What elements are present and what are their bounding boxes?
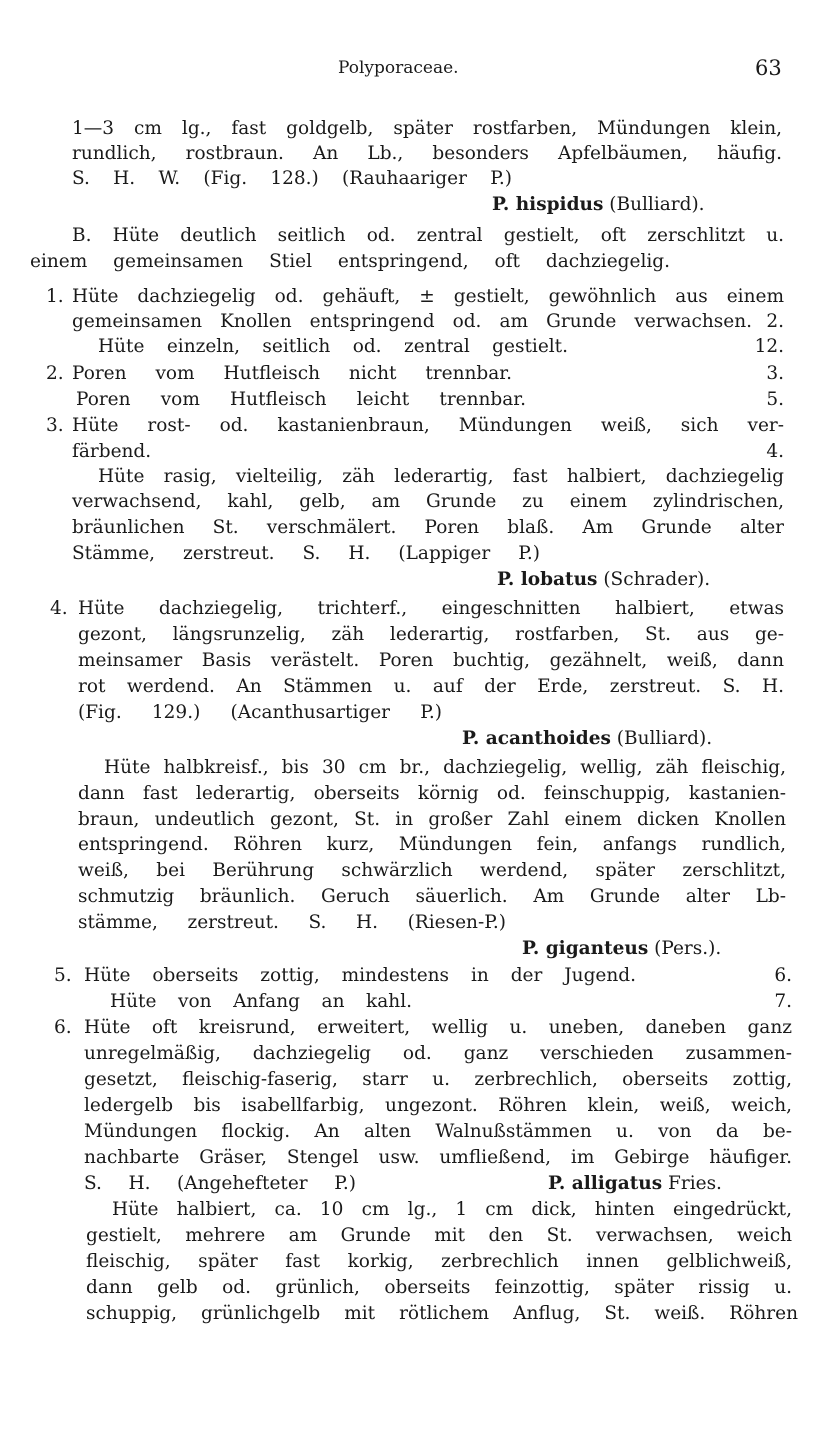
species-binomial: P. lobatus bbox=[497, 569, 598, 590]
text-line: S. H. (Angehefteter P.) bbox=[84, 1173, 356, 1194]
text-line: Hüte halbkreisf., bis 30 cm br., dachziegelig, wellig, zäh fleischig, bbox=[104, 757, 786, 778]
species-binomial: P. alligatus bbox=[548, 1173, 663, 1194]
text-line: einem gemeinsamen Stiel entspringend, oft dachziegelig. bbox=[30, 251, 670, 272]
page-number: 63 bbox=[755, 56, 782, 80]
species-author: (Bulliard). bbox=[610, 728, 713, 749]
species-author: (Schrader). bbox=[597, 569, 711, 590]
text-line: stämme, zerstreut. S. H. (Riesen-P.) bbox=[78, 912, 506, 933]
text-line: rot werdend. An Stämmen u. auf der Erde, zerstreut. S. H. bbox=[78, 676, 784, 697]
text-line: 1—3 cm lg., fast goldgelb, später rostfarben, Mündungen klein, bbox=[72, 118, 782, 139]
text-line: färbend. bbox=[72, 441, 152, 462]
text-line: gestielt, mehrere am Grunde mit den St. verwachsen, weich bbox=[86, 1225, 792, 1246]
text-line: Mündungen flockig. An alten Walnußstämmen u. von da be- bbox=[84, 1121, 792, 1142]
key-number: 3. bbox=[46, 415, 64, 436]
species-binomial: P. hispidus bbox=[492, 194, 604, 215]
text-line: meinsamer Basis verästelt. Poren buchtig, gezähnelt, weiß, dann bbox=[78, 650, 784, 671]
key-number: 6. bbox=[54, 1017, 72, 1038]
key-lead-number: 12. bbox=[754, 336, 784, 357]
text-line: Stämme, zerstreut. S. H. (Lappiger P.) bbox=[72, 543, 540, 564]
species-author: (Pers.). bbox=[648, 938, 722, 959]
text-line: verwachsend, kahl, gelb, am Grunde zu einem zylindrischen, bbox=[72, 491, 784, 512]
text-line: Hüte oft kreisrund, erweitert, wellig u. uneben, daneben ganz bbox=[84, 1017, 792, 1038]
text-line: weiß, bei Berührung schwärzlich werdend, später zerschlitzt, bbox=[78, 860, 786, 881]
text-line: Hüte von Anfang an kahl. bbox=[110, 991, 412, 1012]
species-name bbox=[548, 1171, 722, 1197]
species-binomial: P. acanthoides bbox=[462, 728, 611, 749]
text-line: Hüte dachziegelig, trichterf., eingeschnitten halbiert, etwas bbox=[78, 598, 784, 619]
text-line: S. H. W. (Fig. 128.) (Rauhaariger P.) bbox=[72, 168, 512, 189]
text-line: dann gelb od. grünlich, oberseits feinzottig, später rissig u. bbox=[86, 1277, 792, 1298]
text-line: rundlich, rostbraun. An Lb., besonders Apfelbäumen, häufig. bbox=[72, 143, 782, 164]
text-line: schmutzig bräunlich. Geruch säuerlich. Am Grunde alter Lb- bbox=[78, 886, 786, 907]
text-line: Hüte einzeln, seitlich od. zentral gestielt. bbox=[98, 336, 568, 357]
species-name bbox=[462, 726, 712, 752]
text-line: gesetzt, fleischig-faserig, starr u. zerbrechlich, oberseits zottig, bbox=[84, 1069, 792, 1090]
text-line: nachbarte Gräser, Stengel usw. umfließend, im Gebirge häufiger. bbox=[84, 1147, 792, 1168]
running-title: Polyporaceae. bbox=[338, 58, 459, 78]
species-name bbox=[497, 567, 710, 593]
text-line: ledergelb bis isabellfarbig, ungezont. Röhren klein, weiß, weich, bbox=[84, 1095, 792, 1116]
species-name bbox=[522, 936, 721, 962]
text-line: Poren vom Hutfleisch leicht trennbar. bbox=[76, 389, 526, 410]
key-lead-number: 5. bbox=[766, 389, 784, 410]
key-number: 1. bbox=[46, 286, 64, 307]
text-line: Poren vom Hutfleisch nicht trennbar. bbox=[72, 363, 512, 384]
text-line: dann fast lederartig, oberseits körnig od. feinschuppig, kastanien- bbox=[78, 783, 786, 804]
species-name bbox=[492, 192, 705, 218]
key-lead-number: 4. bbox=[766, 441, 784, 462]
text-line: bräunlichen St. verschmälert. Poren blaß. Am Grunde alter bbox=[72, 517, 784, 538]
key-lead-number: 3. bbox=[766, 363, 784, 384]
species-binomial: P. giganteus bbox=[522, 938, 649, 959]
text-line: braun, undeutlich gezont, St. in großer Zahl einem dicken Knollen bbox=[78, 809, 786, 830]
text-line: Hüte rost- od. kastanienbraun, Mündungen weiß, sich ver- bbox=[72, 415, 784, 436]
text-line: gezont, längsrunzelig, zäh lederartig, rostfarben, St. aus ge- bbox=[78, 624, 784, 645]
key-lead-number: 6. bbox=[774, 965, 792, 986]
text-line: Hüte halbiert, ca. 10 cm lg., 1 cm dick, hinten eingedrückt, bbox=[112, 1199, 792, 1220]
key-lead-number: 2. bbox=[766, 311, 784, 332]
text-line: unregelmäßig, dachziegelig od. ganz verschieden zusammen- bbox=[84, 1043, 792, 1064]
text-line: Hüte dachziegelig od. gehäuft, ± gestielt, gewöhnlich aus einem bbox=[72, 286, 784, 307]
text-line: (Fig. 129.) (Acanthusartiger P.) bbox=[78, 702, 442, 723]
text-line: entspringend. Röhren kurz, Mündungen fein, anfangs rundlich, bbox=[78, 834, 786, 855]
key-lead-number: 7. bbox=[774, 991, 792, 1012]
species-author: Fries. bbox=[662, 1173, 722, 1194]
species-author: (Bulliard). bbox=[603, 194, 705, 215]
text-line: gemeinsamen Knollen entspringend od. am Grunde verwachsen. bbox=[72, 311, 752, 332]
text-line: Hüte rasig, vielteilig, zäh lederartig, fast halbiert, dachziegelig bbox=[98, 466, 784, 487]
key-number: 4. bbox=[50, 598, 68, 619]
text-line: Hüte oberseits zottig, mindestens in der Jugend. bbox=[84, 965, 636, 986]
key-number: 2. bbox=[46, 363, 64, 384]
text-line: B. Hüte deutlich seitlich od. zentral gestielt, oft zerschlitzt u. bbox=[72, 225, 784, 246]
text-line: schuppig, grünlichgelb mit rötlichem Anflug, St. weiß. Röhren bbox=[86, 1303, 798, 1324]
page-header bbox=[0, 58, 830, 88]
key-number: 5. bbox=[54, 965, 72, 986]
text-line: fleischig, später fast korkig, zerbrechlich innen gelblichweiß, bbox=[86, 1251, 792, 1272]
